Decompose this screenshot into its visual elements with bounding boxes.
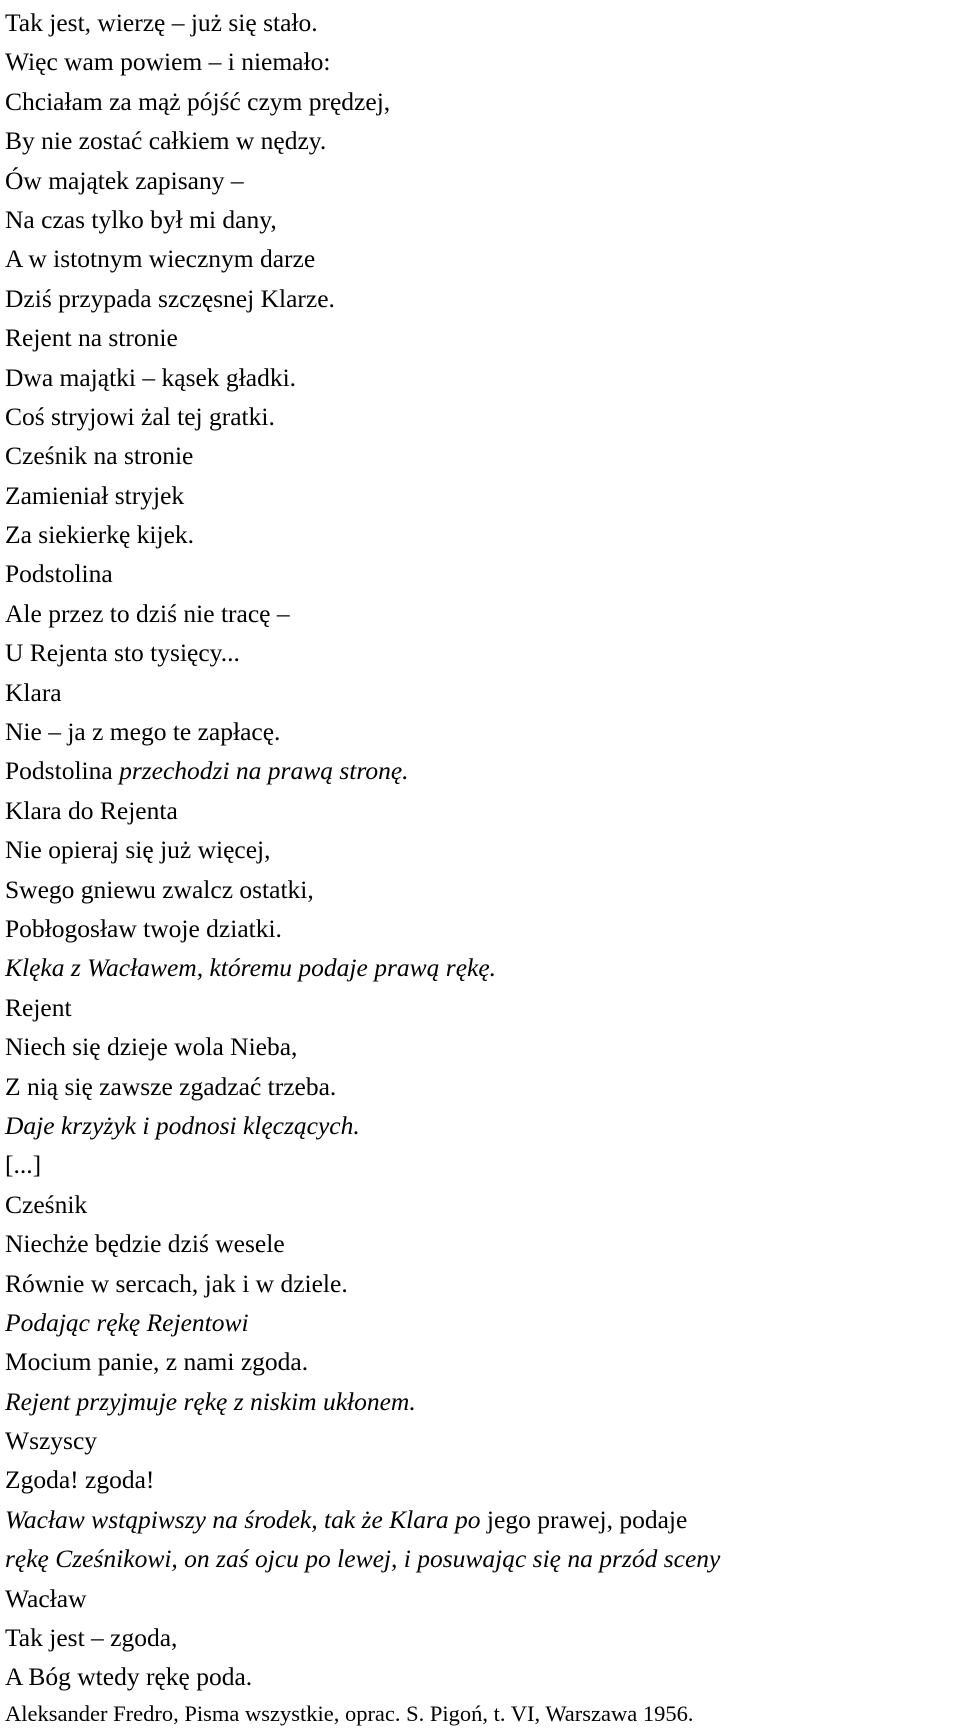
text-line: Ale przez to dziś nie tracę – bbox=[5, 598, 290, 628]
text-line: Na czas tylko był mi dany, bbox=[5, 204, 277, 234]
text-line: rękę Cześnikowi, on zaś ojcu po lewej, i posuwając się na przód sceny bbox=[5, 1544, 721, 1574]
text-line: Tak jest, wierzę – już się stało. bbox=[5, 8, 318, 37]
stage-direction: Wacław wstąpiwszy na środek, tak że Klara po bbox=[5, 1504, 487, 1534]
text-line: U Rejenta sto tysięcy... bbox=[5, 638, 240, 668]
text-line: Zgoda! zgoda! bbox=[5, 1465, 155, 1495]
text-line: Klara do Rejenta bbox=[5, 795, 178, 825]
text-line: Dziś przypada szczęsnej Klarze. bbox=[5, 283, 335, 313]
text-line: Równie w sercach, jak i w dziele. bbox=[5, 1268, 348, 1298]
text-line: Daje krzyżyk i podnosi klęczących. bbox=[5, 1110, 360, 1140]
text-line: Za siekierkę kijek. bbox=[5, 520, 195, 550]
text-line: Rejent bbox=[5, 992, 72, 1022]
text-line: Cześnik na stronie bbox=[5, 441, 194, 471]
text-line: Ów majątek zapisany – bbox=[5, 165, 244, 195]
text-line: Wszyscy bbox=[5, 1426, 98, 1456]
text-line: Niech się dzieje wola Nieba, bbox=[5, 1032, 298, 1062]
text-line: Klęka z Wacławem, któremu podaje prawą rękę. bbox=[5, 953, 497, 983]
text-line: Niechże będzie dziś wesele bbox=[5, 1229, 285, 1259]
text-line: Klara bbox=[5, 677, 62, 707]
text-line: Więc wam powiem – i niemało: bbox=[5, 47, 331, 77]
stage-direction-plain: jego prawej, podaje bbox=[486, 1504, 688, 1534]
text-line bbox=[5, 751, 955, 790]
speaker-name: Podstolina bbox=[5, 756, 113, 786]
stage-direction: przechodzi na prawą stronę. bbox=[112, 756, 409, 786]
text-line: Pobłogosław twoje dziatki. bbox=[5, 913, 282, 943]
text-line: Swego gniewu zwalcz ostatki, bbox=[5, 874, 314, 904]
text-line: By nie zostać całkiem w nędzy. bbox=[5, 126, 327, 156]
text-line: Rejent na stronie bbox=[5, 323, 178, 353]
text-line: Nie – ja z mego te zapłacę. bbox=[5, 717, 281, 747]
text-line: Zamieniał stryjek bbox=[5, 480, 185, 510]
document-page bbox=[5, 3, 955, 1731]
text-line bbox=[5, 1500, 955, 1539]
text-line: Podając rękę Rejentowi bbox=[5, 1307, 249, 1337]
source-citation: Aleksander Fredro, Pisma wszystkie, oprac. S. Pigoń, t. VI, Warszawa 1956. bbox=[5, 1700, 694, 1726]
text-line: [...] bbox=[5, 1150, 42, 1180]
text-line: Coś stryjowi żal tej gratki. bbox=[5, 401, 275, 431]
text-line: A w istotnym wiecznym darze bbox=[5, 244, 316, 274]
text-line: Dwa majątki – kąsek gładki. bbox=[5, 362, 297, 392]
text-line: A Bóg wtedy rękę poda. bbox=[5, 1662, 253, 1692]
text-line: Rejent przyjmuje rękę z niskim ukłonem. bbox=[5, 1386, 416, 1416]
verse-text bbox=[5, 3, 955, 1697]
text-line: Nie opieraj się już więcej, bbox=[5, 835, 271, 865]
text-line: Tak jest – zgoda, bbox=[5, 1623, 178, 1653]
text-line: Z nią się zawsze zgadzać trzeba. bbox=[5, 1071, 337, 1101]
text-line: Podstolina bbox=[5, 559, 113, 589]
text-line: Chciałam za mąż pójść czym prędzej, bbox=[5, 86, 391, 116]
text-line: Mocium panie, z nami zgoda. bbox=[5, 1347, 309, 1377]
text-line: Wacław bbox=[5, 1583, 87, 1613]
text-line: Cześnik bbox=[5, 1189, 88, 1219]
